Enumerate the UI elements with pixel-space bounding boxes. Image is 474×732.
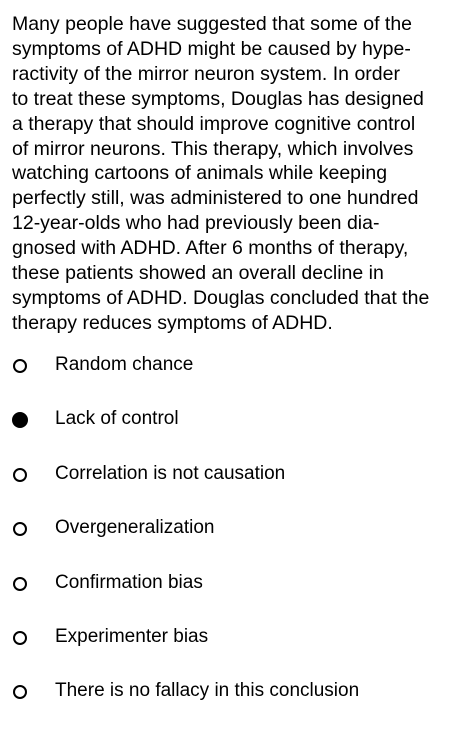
answer-options	[0, 351, 474, 732]
passage-line: a therapy that should improve cognitive control	[12, 112, 416, 135]
passage-line: symptoms of ADHD. Douglas concluded that the	[12, 286, 430, 309]
passage-line: watching cartoons of animals while keeping	[12, 162, 388, 185]
radio-button-selected[interactable]	[12, 412, 28, 428]
option-lack-of-control[interactable]	[0, 405, 474, 459]
passage-line: to treat these symptoms, Douglas has designed	[12, 87, 424, 110]
radio-button[interactable]	[13, 631, 27, 645]
option-label: Random chance	[55, 354, 194, 375]
option-random-chance[interactable]	[0, 351, 474, 405]
radio-button[interactable]	[13, 577, 27, 591]
option-label: Experimenter bias	[55, 625, 209, 647]
radio-button[interactable]	[13, 522, 27, 536]
radio-button[interactable]	[13, 359, 27, 373]
option-experimenter-bias[interactable]	[0, 623, 474, 677]
passage-line: Many people have suggested that some of the	[12, 13, 413, 35]
option-overgeneralization[interactable]	[0, 514, 474, 568]
passage-line: 12-year-olds who had previously been dia-	[12, 212, 380, 235]
passage-line: these patients showed an overall decline in	[12, 262, 384, 285]
option-confirmation-bias[interactable]	[0, 569, 474, 623]
passage-line: perfectly still, was administered to one hundred	[12, 187, 419, 210]
radio-button[interactable]	[13, 468, 27, 482]
option-label: Overgeneralization	[55, 517, 215, 539]
option-label: Confirmation bias	[55, 571, 203, 593]
passage-line: therapy reduces symptoms of ADHD.	[12, 311, 333, 334]
passage-line: gnosed with ADHD. After 6 months of therapy,	[12, 237, 409, 260]
option-label: There is no fallacy in this conclusion	[55, 680, 360, 702]
option-label: Lack of control	[55, 408, 179, 430]
option-label: Correlation is not causation	[55, 462, 286, 484]
option-no-fallacy[interactable]	[0, 677, 474, 731]
option-correlation-not-causation[interactable]	[0, 460, 474, 514]
question-passage	[12, 12, 468, 336]
passage-line: symptoms of ADHD might be caused by hype-	[12, 37, 411, 60]
radio-button[interactable]	[13, 685, 27, 699]
passage-line: of mirror neurons. This therapy, which involves	[12, 137, 414, 160]
passage-line: ractivity of the mirror neuron system. In order	[12, 62, 400, 85]
